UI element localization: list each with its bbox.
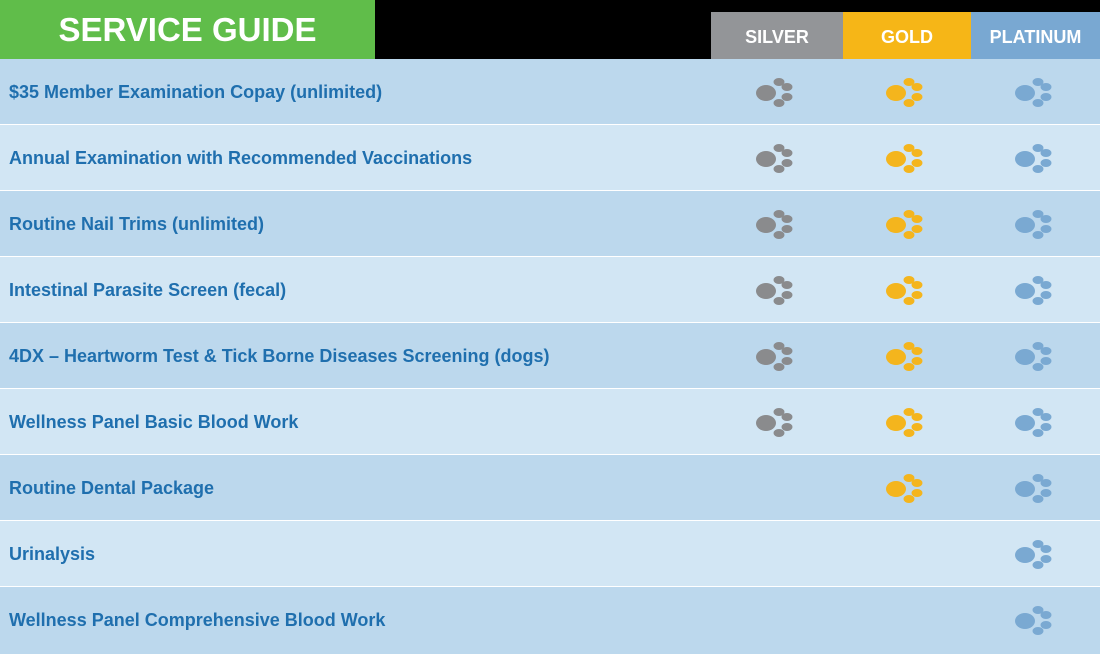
- cell-gold: [843, 191, 971, 257]
- header-row: [0, 0, 1100, 59]
- paw-icon: [755, 275, 799, 305]
- cell-gold: [843, 389, 971, 455]
- paw-icon: [1014, 539, 1058, 569]
- service-label: Annual Examination with Recommended Vaccinations: [9, 148, 473, 168]
- cell-gold: [843, 323, 971, 389]
- service-label: $35 Member Examination Copay (unlimited): [9, 82, 383, 102]
- cell-silver: [711, 521, 843, 587]
- service-label: Wellness Panel Basic Blood Work: [9, 412, 299, 432]
- service-label: Routine Dental Package: [9, 478, 215, 498]
- cell-silver: [711, 455, 843, 521]
- service-table: [0, 59, 1100, 654]
- cell-platinum: [971, 323, 1100, 389]
- page-title: SERVICE GUIDE: [0, 0, 375, 59]
- cell-gold: [843, 587, 971, 653]
- cell-silver: [711, 257, 843, 323]
- service-label: Wellness Panel Comprehensive Blood Work: [9, 610, 386, 630]
- cell-silver: [711, 191, 843, 257]
- cell-silver: [711, 389, 843, 455]
- cell-platinum: [971, 59, 1100, 125]
- service-label: 4DX – Heartworm Test & Tick Borne Diseases Screening (dogs): [9, 346, 550, 366]
- paw-icon: [885, 341, 929, 371]
- cell-gold: [843, 257, 971, 323]
- cell-platinum: [971, 455, 1100, 521]
- service-row: [0, 323, 1100, 389]
- service-row: [0, 191, 1100, 257]
- service-row: [0, 125, 1100, 191]
- paw-icon: [1014, 473, 1058, 503]
- paw-icon: [885, 143, 929, 173]
- service-row: [0, 389, 1100, 455]
- paw-icon: [1014, 605, 1058, 635]
- cell-platinum: [971, 257, 1100, 323]
- cell-gold: [843, 59, 971, 125]
- service-label: Routine Nail Trims (unlimited): [9, 214, 265, 234]
- paw-icon: [755, 143, 799, 173]
- cell-gold: [843, 455, 971, 521]
- paw-icon: [885, 275, 929, 305]
- cell-silver: [711, 125, 843, 191]
- cell-gold: [843, 125, 971, 191]
- cell-platinum: [971, 587, 1100, 653]
- service-row: [0, 59, 1100, 125]
- service-row: [0, 521, 1100, 587]
- cell-platinum: [971, 389, 1100, 455]
- tier-header-gold: GOLD: [843, 12, 971, 59]
- paw-icon: [1014, 77, 1058, 107]
- paw-icon: [885, 77, 929, 107]
- paw-icon: [1014, 407, 1058, 437]
- service-row: [0, 455, 1100, 521]
- paw-icon: [755, 77, 799, 107]
- service-label: Urinalysis: [9, 544, 96, 564]
- paw-icon: [1014, 275, 1058, 305]
- paw-icon: [1014, 341, 1058, 371]
- paw-icon: [885, 407, 929, 437]
- paw-icon: [885, 473, 929, 503]
- cell-silver: [711, 59, 843, 125]
- paw-icon: [885, 209, 929, 239]
- paw-icon: [755, 209, 799, 239]
- paw-icon: [1014, 209, 1058, 239]
- cell-silver: [711, 323, 843, 389]
- paw-icon: [755, 341, 799, 371]
- paw-icon: [1014, 143, 1058, 173]
- tier-header-platinum: PLATINUM: [971, 12, 1100, 59]
- cell-silver: [711, 587, 843, 653]
- cell-platinum: [971, 125, 1100, 191]
- paw-icon: [755, 407, 799, 437]
- cell-gold: [843, 521, 971, 587]
- cell-platinum: [971, 191, 1100, 257]
- service-row: [0, 257, 1100, 323]
- cell-platinum: [971, 521, 1100, 587]
- tier-header-silver: SILVER: [711, 12, 843, 59]
- service-row: [0, 587, 1100, 654]
- service-label: Intestinal Parasite Screen (fecal): [9, 280, 287, 300]
